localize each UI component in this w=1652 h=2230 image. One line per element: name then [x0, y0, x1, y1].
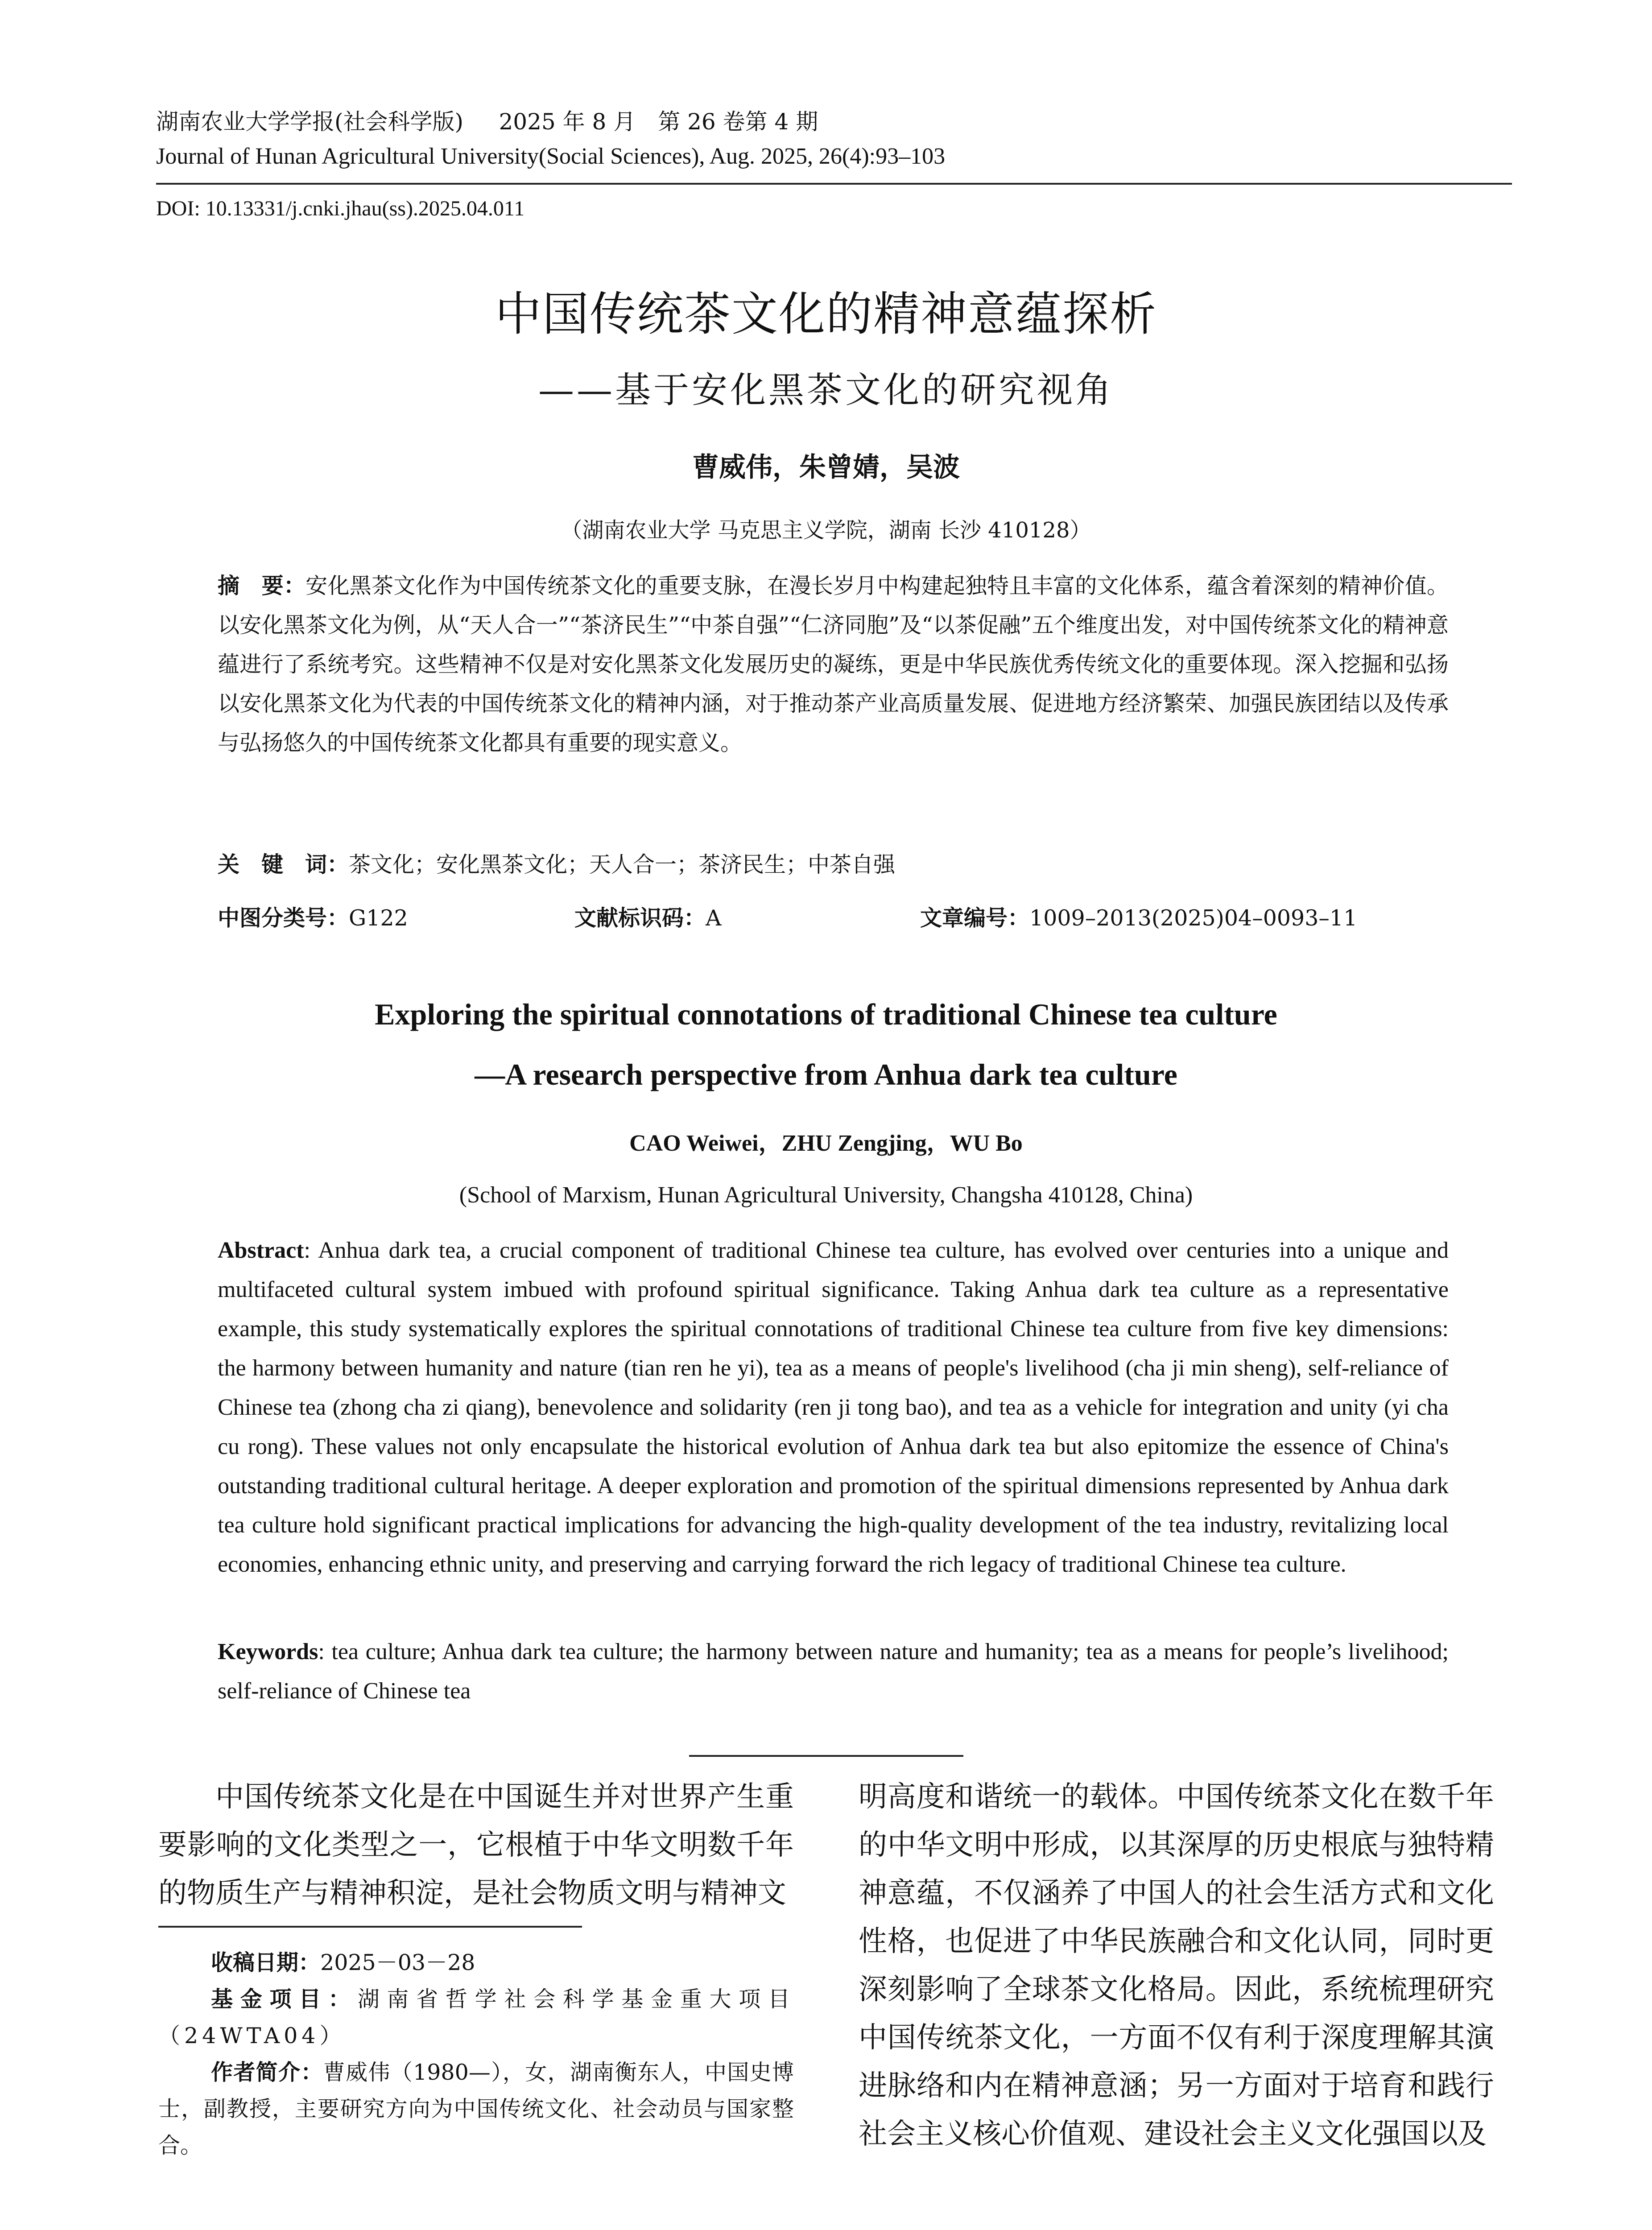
abstract-en [218, 1231, 1449, 1584]
subtitle-cn: ——基于安化黑茶文化的研究视角 [538, 369, 1114, 411]
body-column-right: 明高度和谐统一的载体。中国传统茶文化在数千年的中华文明中形成，以其深厚的历史根底与独特精神意蕴，不仅涵养了中国人的社会生活方式和文化性格，也促进了中华民族融合和文化认同，同时更深刻影响了全球茶文化格局。因此，系统梳理研究中国传统茶文化，一方面不仅有利于深度理解其演进脉络和内在精神意涵；另一方面对于培育和践行社会主义核心价值观、建设社会主义文化强国以及 [859, 1780, 1494, 2151]
authors-cn: 曹威伟，朱曾婧，吴波 [692, 452, 960, 483]
subtitle-en: —A research perspective from Anhua dark tea culture [475, 1057, 1177, 1091]
journal-header-en: Journal of Hunan Agricultural University(Social Sciences), Aug. 2025, 26(4):93–103 [156, 144, 946, 169]
body-column-left: 中国传统茶文化是在中国诞生并对世界产生重要影响的文化类型之一，它根植于中华文明数千年的物质生产与精神积淀，是社会物质文明与精神文 [158, 1780, 794, 1910]
abstract-en-label: Abstract [218, 1238, 304, 1263]
title-cn: 中国传统茶文化的精神意蕴探析 [495, 287, 1157, 341]
abstract-en-text: : Anhua dark tea, a crucial component of traditional Chinese tea culture, has evolved over centuries into a unique and multifaceted cultural system imbued with profound spiritual significance. Taking Anhua dark tea culture as a representative example, this study systematically explores the spiritual connotations of traditional Chinese tea culture from five key dimensions: the harmony between humanity and nature (tian ren he yi), tea as a means of people's livelihood (cha ji min sheng), self-reliance of Chinese tea (zhong cha zi qiang), benevolence and solidarity (ren ji tong bao), and tea as a vehicle for integration and unity (yi cha cu rong). These values not only encapsulate the historical evolution of Anhua dark tea but also epitomize the essence of China's outstanding traditional cultural heritage. A deeper exploration and promotion of the spiritual dimensions represented by Anhua dark tea culture hold significant practical implications for advancing the high-quality development of the tea industry, revitalizing local economies, enhancing ethnic unity, and preserving and carrying forward the rich legacy of traditional Chinese tea culture. [218, 1238, 1449, 1577]
footnote-rule [158, 1926, 582, 1928]
footnote-fund: 基金项目：湖南省哲学社会科学基金重大项目（24WTA04） [158, 1986, 794, 2048]
title-en: Exploring the spiritual connotations of traditional Chinese tea culture [375, 997, 1277, 1031]
keywords-en-text: : tea culture; Anhua dark tea culture; the harmony between nature and humanity; tea as a means for people’s livelihood; self-reliance of Chinese tea [218, 1639, 1449, 1704]
footnote-received: 收稿日期：2025－03－28 [211, 1950, 475, 1975]
clc-number: 中图分类号：G122 [218, 905, 408, 931]
keywords-en-label: Keywords [218, 1639, 318, 1664]
affiliation-en: (School of Marxism, Hunan Agricultural University, Changsha 410128, China) [459, 1182, 1193, 1208]
classification-row [218, 901, 1449, 937]
journal-header-cn [156, 107, 818, 136]
abstract-cn-text: 安化黑茶文化作为中国传统茶文化的重要支脉，在漫长岁月中构建起独特且丰富的文化体系，蕴含着深刻的精神价值。以安化黑茶文化为例，从“天人合一”“茶济民生”“中茶自强”“仁济同胞”及“以茶促融”五个维度出发，对中国传统茶文化的精神意蕴进行了系统考究。这些精神不仅是对安化黑茶文化发展历史的凝练，更是中华民族优秀传统文化的重要体现。深入挖掘和弘扬以安化黑茶文化为代表的中国传统茶文化的精神内涵，对于推动茶产业高质量发展、促进地方经济繁荣、加强民族团结以及传承与弘扬悠久的中国传统茶文化都具有重要的现实意义。 [218, 573, 1449, 756]
abstract-cn [218, 566, 1449, 763]
authors-en: CAO Weiwei，ZHU Zengjing，WU Bo [629, 1131, 1023, 1156]
keywords-en [218, 1632, 1449, 1711]
section-separator [689, 1755, 963, 1757]
footnote [158, 1945, 794, 2164]
journal-name-cn: 湖南农业大学学报(社会科学版) [156, 109, 464, 135]
abstract-cn-label: 摘 要： [218, 573, 306, 599]
keywords-cn [218, 845, 1449, 884]
footnote-author: 作者简介：曹威伟（1980—），女，湖南衡东人，中国史博士，副教授，主要研究方向为中国传统文化、社会动员与国家整合。 [158, 2060, 794, 2158]
keywords-cn-label: 关 键 词： [218, 852, 349, 877]
doi: DOI: 10.13331/j.cnki.jhau(ss).2025.04.011 [156, 197, 525, 220]
journal-issue-cn: 2025 年 8 月 第 26 卷第 4 期 [499, 109, 818, 135]
document-code: 文献标识码：A [574, 905, 722, 931]
header-rule [156, 183, 1512, 185]
affiliation-cn: （湖南农业大学 马克思主义学院，湖南 长沙 410128） [561, 518, 1091, 543]
keywords-cn-text: 茶文化；安化黑茶文化；天人合一；茶济民生；中茶自强 [349, 852, 896, 877]
article-number: 文章编号：1009–2013(2025)04–0093–11 [920, 905, 1358, 931]
